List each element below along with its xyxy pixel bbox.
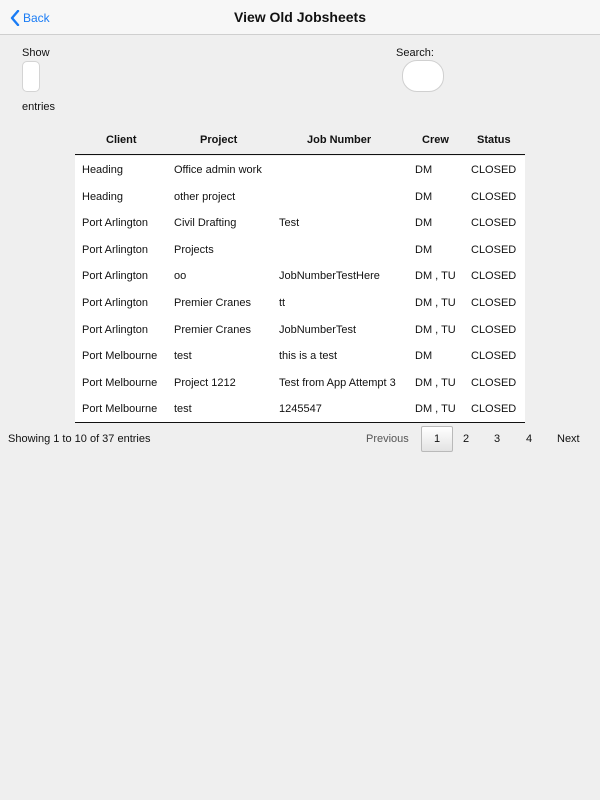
cell-job-number: 1245547 (279, 403, 322, 416)
cell-project: Civil Drafting (174, 217, 237, 230)
cell-status: CLOSED (471, 376, 517, 389)
cell-project: Premier Cranes (174, 296, 252, 309)
cell-project: other project (174, 190, 236, 203)
jobsheets-table-body (75, 156, 525, 423)
cell-crew: DM (415, 243, 433, 256)
cell-status: CLOSED (471, 270, 517, 283)
cell-status: CLOSED (471, 190, 517, 203)
column-header-project[interactable]: Project (200, 134, 238, 146)
table-row[interactable] (75, 316, 525, 343)
cell-status: CLOSED (471, 350, 517, 363)
cell-status: CLOSED (471, 243, 517, 256)
cell-job-number: tt (279, 296, 286, 309)
pagination-next[interactable]: Next (557, 433, 580, 445)
pagination-page-4[interactable]: 4 (526, 433, 533, 445)
cell-client: Port Melbourne (82, 350, 158, 363)
cell-job-number: this is a test (279, 350, 338, 363)
column-header-status[interactable]: Status (477, 134, 511, 146)
cell-crew: DM (415, 164, 433, 176)
cell-status: CLOSED (471, 296, 517, 309)
entries-label: entries (22, 101, 56, 113)
table-row[interactable] (75, 236, 525, 263)
search-label: Search: (396, 47, 434, 59)
cell-client: Port Arlington (82, 296, 149, 309)
cell-crew: DM (415, 350, 433, 363)
cell-job-number: JobNumberTest (279, 323, 357, 336)
navigation-bar (0, 0, 600, 35)
table-row[interactable] (75, 342, 525, 369)
cell-project: test (174, 403, 192, 416)
table-header (75, 132, 525, 155)
cell-crew: DM , TU (415, 376, 456, 389)
cell-status: CLOSED (471, 217, 517, 230)
cell-project: test (174, 350, 192, 363)
cell-status: CLOSED (471, 164, 517, 176)
cell-project: oo (174, 270, 187, 283)
cell-client: Port Melbourne (82, 403, 158, 416)
table-row[interactable] (75, 183, 525, 210)
cell-project: Premier Cranes (174, 323, 252, 336)
cell-project: Projects (174, 243, 214, 256)
back-label: Back (23, 11, 50, 25)
cell-job-number: JobNumberTestHere (279, 270, 380, 283)
cell-client: Port Melbourne (82, 376, 158, 389)
entries-select[interactable] (22, 61, 40, 92)
cell-project: Office admin work (174, 164, 262, 176)
column-header-crew[interactable]: Crew (422, 134, 449, 146)
pagination-page-1[interactable]: 1 (421, 426, 453, 452)
cell-crew: DM , TU (415, 270, 456, 283)
cell-client: Port Arlington (82, 270, 149, 283)
cell-crew: DM , TU (415, 296, 456, 309)
pagination-page-3[interactable]: 3 (494, 433, 501, 445)
table-row[interactable] (75, 156, 525, 183)
cell-client: Port Arlington (82, 243, 149, 256)
table-row[interactable] (75, 369, 525, 396)
table-info: Showing 1 to 10 of 37 entries (8, 433, 151, 445)
cell-job-number: Test (279, 217, 300, 230)
table-row[interactable] (75, 395, 525, 422)
cell-client: Heading (82, 190, 123, 203)
table-row[interactable] (75, 209, 525, 236)
cell-crew: DM , TU (415, 323, 456, 336)
cell-client: Heading (82, 164, 123, 176)
column-header-client[interactable]: Client (106, 134, 137, 146)
cell-status: CLOSED (471, 403, 517, 416)
pagination-page-2[interactable]: 2 (463, 433, 470, 445)
table-row[interactable] (75, 289, 525, 316)
page-title: View Old Jobsheets (233, 9, 366, 25)
column-header-job-number[interactable]: Job Number (307, 134, 372, 146)
cell-crew: DM , TU (415, 403, 456, 416)
cell-crew: DM (415, 190, 433, 203)
show-label: Show (22, 47, 50, 59)
table-row[interactable] (75, 262, 525, 289)
cell-project: Project 1212 (174, 376, 236, 389)
search-input[interactable] (402, 60, 444, 92)
pagination-previous[interactable]: Previous (366, 433, 409, 445)
cell-status: CLOSED (471, 323, 517, 336)
cell-client: Port Arlington (82, 323, 149, 336)
cell-crew: DM (415, 217, 433, 230)
cell-job-number: Test from App Attempt 3 (279, 376, 396, 389)
cell-client: Port Arlington (82, 217, 149, 230)
